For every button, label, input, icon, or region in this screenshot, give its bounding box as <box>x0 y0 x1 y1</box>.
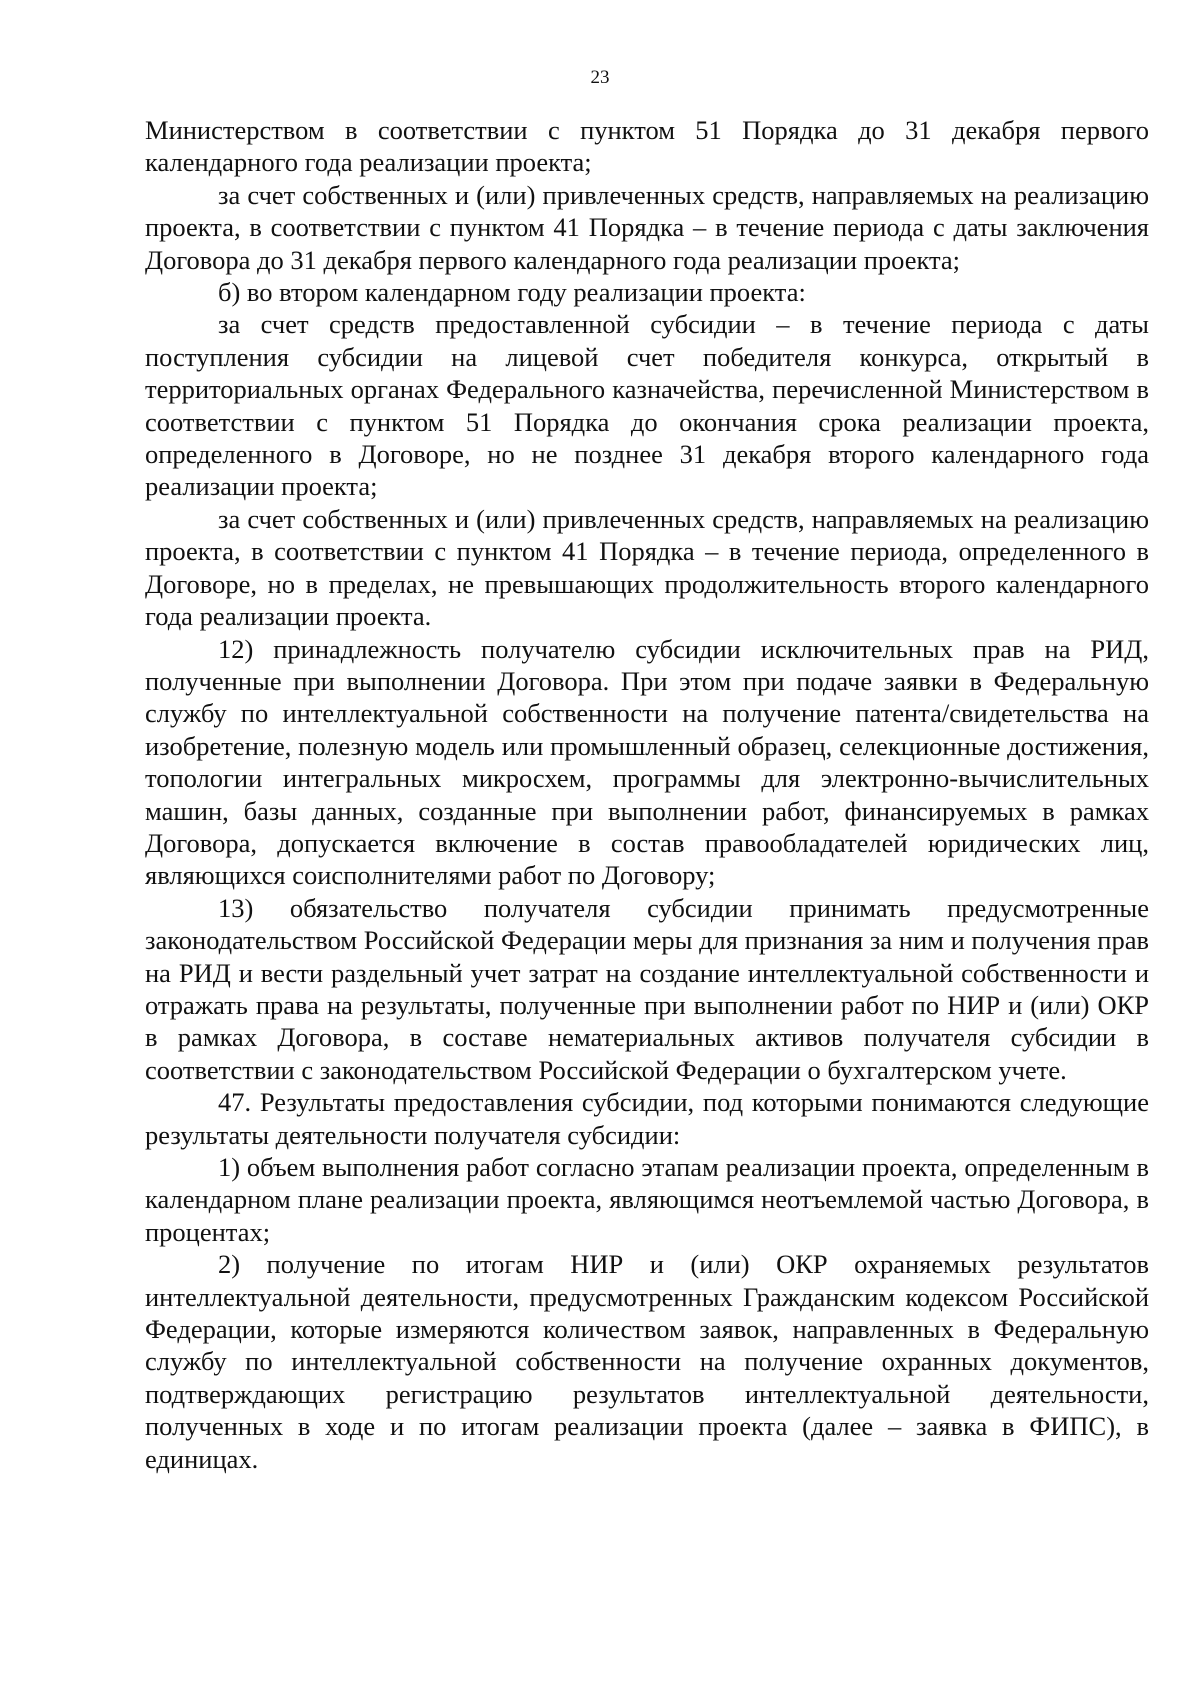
paragraph-8: 47. Результаты предоставления субсидии, под которыми понимаются следующие результаты деятельности получателя субсидии: <box>145 1087 1149 1150</box>
paragraph-9: 1) объем выполнения работ согласно этапам реализации проекта, определенным в календарном плане реализации проекта, являющимся неотъемлемой частью Договора, в процентах; <box>145 1152 1149 1247</box>
paragraph-1: Министерством в соответствии с пунктом 51 Порядка до 31 декабря первого календарного года реализации проекта; <box>145 115 1149 178</box>
paragraph-6: 12) принадлежность получателю субсидии исключительных прав на РИД, полученные при выполнении Договора. При этом при подаче заявки в Федеральную службу по интеллектуальной собственности на получение патента/свидетельства на изобретение, полезную модель или промышленный образец, селекционные достижения, топологии интегральных микросхем, программы для электронно-вычислительных машин, базы данных, созданные при выполнении работ, финансируемых в рамках Договора, допускается включение в состав правообладателей юридических лиц, являющихся соисполнителями работ по Договору; <box>145 633 1149 891</box>
paragraph-7: 13) обязательство получателя субсидии принимать предусмотренные законодательством Российской Федерации меры для признания за ним и получения прав на РИД и вести раздельный учет затрат на создание интеллектуальной собственности и отражать права на результаты, полученные при выполнении работ по НИР и (или) ОКР в рамках Договора, в составе нематериальных активов получателя субсидии в соответствии с законодательством Российской Федерации о бухгалтерском учете. <box>145 892 1149 1085</box>
paragraph-4: за счет средств предоставленной субсидии – в течение периода с даты поступления субсидии на лицевой счет победителя конкурса, открытый в территориальных органах Федерального казначейства, перечисленной Министерством в соответствии с пунктом 51 Порядка до окончания срока реализации проекта, определенного в Договоре, но не позднее 31 декабря второго календарного года реализации проекта; <box>145 309 1149 502</box>
paragraph-10: 2) получение по итогам НИР и (или) ОКР охраняемых результатов интеллектуальной деятельности, предусмотренных Гражданским кодексом Российской Федерации, которые измеряются количеством заявок, направленных в Федеральную службу по интеллектуальной собственности на получение охранных документов, подтверждающих регистрацию результатов интеллектуальной деятельности, полученных в ходе и по итогам реализации проекта (далее – заявка в ФИПС), в единицах. <box>145 1249 1149 1474</box>
page-number: 23 <box>590 67 610 88</box>
paragraph-3: б) во втором календарном году реализации проекта: <box>218 277 806 308</box>
document-body <box>145 114 1149 1475</box>
paragraph-2: за счет собственных и (или) привлеченных средств, направляемых на реализацию проекта, в соответствии с пунктом 41 Порядка – в течение периода с даты заключения Договора до 31 декабря первого календарного года реализации проекта; <box>145 179 1149 275</box>
paragraph-5: за счет собственных и (или) привлеченных средств, направляемых на реализацию проекта, в соответствии с пунктом 41 Порядка – в течение периода, определенного в Договоре, но в пределах, не превышающих продолжительность второго календарного года реализации проекта. <box>145 503 1149 632</box>
